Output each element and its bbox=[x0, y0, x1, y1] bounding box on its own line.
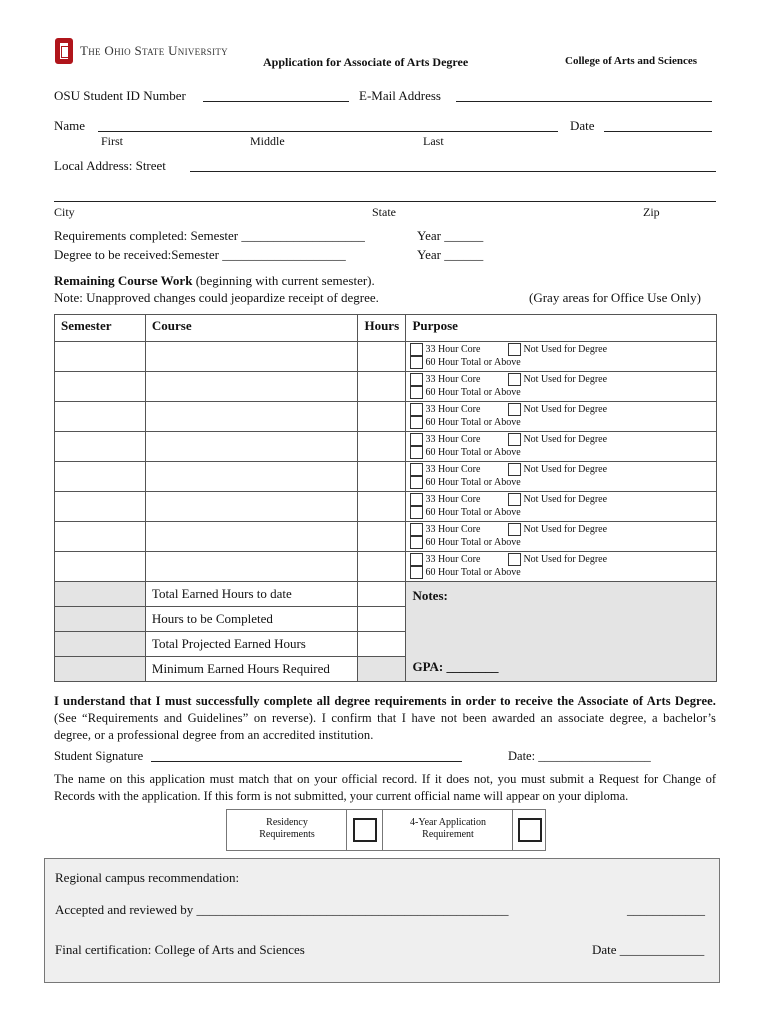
year-received-label: Year ______ bbox=[417, 247, 484, 262]
date-field[interactable] bbox=[604, 131, 712, 132]
summary-gray-cell bbox=[55, 582, 146, 607]
core-checkbox[interactable] bbox=[410, 493, 423, 506]
table-row bbox=[55, 462, 717, 492]
not-used-label: Not Used for Degree bbox=[523, 524, 608, 536]
purpose-cell bbox=[406, 462, 717, 492]
address-line-2-field[interactable] bbox=[54, 201, 716, 202]
summary-gray-cell bbox=[55, 607, 146, 632]
notes-label: Notes: bbox=[412, 588, 448, 603]
summary-hours-cell[interactable] bbox=[358, 632, 406, 657]
sixty-hour-label: 60 Hour Total or Above bbox=[425, 357, 521, 369]
name-match-note: The name on this application must match that on your official record. If it does not, you must submit a Request for Change of Records with the application. If this form is not submitted, your current official name will appear on your diploma. bbox=[54, 772, 716, 803]
core-checkbox[interactable] bbox=[410, 463, 423, 476]
hours-cell[interactable] bbox=[358, 432, 406, 462]
not-used-checkbox[interactable] bbox=[508, 403, 521, 416]
summary-hours-cell[interactable] bbox=[358, 607, 406, 632]
core-checkbox[interactable] bbox=[410, 403, 423, 416]
header-course: Course bbox=[145, 315, 358, 342]
not-used-label: Not Used for Degree bbox=[523, 464, 608, 476]
state-label: State bbox=[372, 205, 396, 219]
final-certification-label: Final certification: College of Arts and Sciences bbox=[55, 942, 305, 957]
sixty-hour-checkbox[interactable] bbox=[410, 386, 423, 399]
not-used-label: Not Used for Degree bbox=[523, 374, 608, 386]
core-label: 33 Hour Core bbox=[425, 404, 481, 415]
not-used-checkbox[interactable] bbox=[508, 343, 521, 356]
course-cell[interactable] bbox=[145, 552, 358, 582]
summary-hours-cell[interactable] bbox=[358, 582, 406, 607]
street-field[interactable] bbox=[190, 171, 716, 172]
degree-received-label: Degree to be received:Semester ___________________ bbox=[54, 247, 346, 262]
semester-cell[interactable] bbox=[55, 522, 146, 552]
sixty-hour-label: 60 Hour Total or Above bbox=[425, 477, 521, 489]
coursework-note: Note: Unapproved changes could jeopardize receipt of degree. bbox=[54, 290, 379, 305]
course-cell[interactable] bbox=[145, 522, 358, 552]
summary-label: Total Earned Hours to date bbox=[145, 582, 358, 607]
sixty-hour-label: 60 Hour Total or Above bbox=[425, 447, 521, 459]
course-cell[interactable] bbox=[145, 372, 358, 402]
local-address-label: Local Address: Street bbox=[54, 158, 166, 173]
table-row bbox=[55, 342, 717, 372]
core-label: 33 Hour Core bbox=[425, 464, 481, 475]
four-year-box bbox=[382, 809, 514, 851]
name-label: Name bbox=[54, 118, 86, 133]
course-cell[interactable] bbox=[145, 492, 358, 522]
hours-cell[interactable] bbox=[358, 402, 406, 432]
accepted-date-field: ____________ bbox=[627, 902, 705, 917]
osu-logo-icon bbox=[55, 38, 73, 64]
course-cell[interactable] bbox=[145, 432, 358, 462]
header-purpose: Purpose bbox=[406, 315, 717, 342]
semester-cell[interactable] bbox=[55, 552, 146, 582]
last-label: Last bbox=[423, 134, 444, 148]
gray-areas-note: (Gray areas for Office Use Only) bbox=[529, 290, 701, 305]
hours-cell[interactable] bbox=[358, 462, 406, 492]
four-year-checkbox-area bbox=[512, 809, 546, 851]
hours-cell[interactable] bbox=[358, 342, 406, 372]
table-row bbox=[55, 432, 717, 462]
summary-label: Total Projected Earned Hours bbox=[145, 632, 358, 657]
year-completed-label: Year ______ bbox=[417, 228, 484, 243]
purpose-cell bbox=[406, 522, 717, 552]
table-row bbox=[55, 522, 717, 552]
not-used-label: Not Used for Degree bbox=[523, 554, 608, 566]
core-label: 33 Hour Core bbox=[425, 524, 481, 535]
not-used-checkbox[interactable] bbox=[508, 373, 521, 386]
course-cell[interactable] bbox=[145, 402, 358, 432]
email-label: E-Mail Address bbox=[359, 88, 441, 103]
core-checkbox[interactable] bbox=[410, 343, 423, 356]
sixty-hour-label: 60 Hour Total or Above bbox=[425, 537, 521, 549]
sixty-hour-checkbox[interactable] bbox=[410, 416, 423, 429]
summary-gray-cell bbox=[55, 632, 146, 657]
regional-recommendation-label: Regional campus recommendation: bbox=[55, 870, 240, 885]
summary-hours-cell bbox=[358, 657, 406, 682]
course-table bbox=[54, 314, 717, 682]
sixty-hour-label: 60 Hour Total or Above bbox=[425, 567, 521, 579]
hours-cell[interactable] bbox=[358, 552, 406, 582]
table-row bbox=[55, 552, 717, 582]
not-used-checkbox[interactable] bbox=[508, 463, 521, 476]
core-label: 33 Hour Core bbox=[425, 554, 481, 565]
purpose-cell bbox=[406, 372, 717, 402]
residency-checkbox-area bbox=[346, 809, 384, 851]
final-date-label: Date _____________ bbox=[592, 942, 705, 957]
sixty-hour-checkbox[interactable] bbox=[410, 446, 423, 459]
office-use-box bbox=[44, 858, 720, 983]
semester-cell[interactable] bbox=[55, 342, 146, 372]
form-title: Application for Associate of Arts Degree bbox=[263, 55, 469, 69]
semester-cell[interactable] bbox=[55, 372, 146, 402]
core-label: 33 Hour Core bbox=[425, 434, 481, 445]
sixty-hour-checkbox[interactable] bbox=[410, 566, 423, 579]
degree-statement: I understand that I must successfully complete all degree requirements in order to receive the Associate of Arts Degree. (See “Requirements and Guidelines” on reverse). I confirm that I have not been awarded an associate degree, a bachelor’s degree, or a professional degree from an accredited institution. bbox=[54, 694, 716, 742]
semester-cell[interactable] bbox=[55, 402, 146, 432]
core-checkbox[interactable] bbox=[410, 553, 423, 566]
course-cell[interactable] bbox=[145, 342, 358, 372]
not-used-checkbox[interactable] bbox=[508, 433, 521, 446]
sixty-hour-label: 60 Hour Total or Above bbox=[425, 387, 521, 399]
email-field[interactable] bbox=[456, 101, 712, 102]
coursework-heading: Remaining Course Work (beginning with current semester). bbox=[54, 273, 375, 288]
course-cell[interactable] bbox=[145, 462, 358, 492]
not-used-checkbox[interactable] bbox=[508, 553, 521, 566]
core-label: 33 Hour Core bbox=[425, 344, 481, 355]
header-semester: Semester bbox=[55, 315, 146, 342]
table-row bbox=[55, 492, 717, 522]
sixty-hour-checkbox[interactable] bbox=[410, 356, 423, 369]
middle-label: Middle bbox=[250, 134, 285, 148]
summary-gray-cell bbox=[55, 657, 146, 682]
student-id-field[interactable] bbox=[203, 101, 349, 102]
hours-cell[interactable] bbox=[358, 492, 406, 522]
accepted-reviewed-label: Accepted and reviewed by ________________________________________________ bbox=[55, 902, 509, 917]
table-header-row bbox=[55, 315, 717, 342]
core-label: 33 Hour Core bbox=[425, 494, 481, 505]
sixty-hour-checkbox[interactable] bbox=[410, 506, 423, 519]
residency-box bbox=[226, 809, 348, 851]
core-label: 33 Hour Core bbox=[425, 374, 481, 385]
four-year-label: 4-Year Application Requirement bbox=[410, 817, 486, 840]
sixty-hour-label: 60 Hour Total or Above bbox=[425, 507, 521, 519]
summary-label: Hours to be Completed bbox=[145, 607, 358, 632]
not-used-label: Not Used for Degree bbox=[523, 404, 608, 416]
student-id-label: OSU Student ID Number bbox=[54, 88, 186, 103]
purpose-cell bbox=[406, 432, 717, 462]
zip-label: Zip bbox=[643, 205, 660, 219]
core-checkbox[interactable] bbox=[410, 523, 423, 536]
core-checkbox[interactable] bbox=[410, 373, 423, 386]
sixty-hour-checkbox[interactable] bbox=[410, 476, 423, 489]
semester-cell[interactable] bbox=[55, 432, 146, 462]
not-used-checkbox[interactable] bbox=[508, 493, 521, 506]
four-year-checkbox[interactable] bbox=[518, 818, 542, 842]
semester-cell[interactable] bbox=[55, 492, 146, 522]
purpose-cell bbox=[406, 492, 717, 522]
city-label: City bbox=[54, 205, 75, 219]
not-used-label: Not Used for Degree bbox=[523, 434, 608, 446]
sixty-hour-label: 60 Hour Total or Above bbox=[425, 417, 521, 429]
first-label: First bbox=[101, 134, 124, 148]
notes-area bbox=[406, 582, 717, 682]
college-name: College of Arts and Sciences bbox=[565, 55, 697, 67]
gpa-label: GPA: ________ bbox=[412, 659, 499, 674]
table-row bbox=[55, 372, 717, 402]
purpose-cell bbox=[406, 342, 717, 372]
not-used-label: Not Used for Degree bbox=[523, 494, 608, 506]
residency-label: Residency Requirements bbox=[259, 817, 315, 840]
signature-label: Student Signature bbox=[54, 749, 144, 763]
name-field[interactable] bbox=[98, 131, 558, 132]
not-used-label: Not Used for Degree bbox=[523, 344, 608, 356]
not-used-checkbox[interactable] bbox=[508, 523, 521, 536]
summary-label: Minimum Earned Hours Required bbox=[145, 657, 358, 682]
hours-cell[interactable] bbox=[358, 522, 406, 552]
core-checkbox[interactable] bbox=[410, 433, 423, 446]
signature-field[interactable] bbox=[151, 761, 462, 762]
sixty-hour-checkbox[interactable] bbox=[410, 536, 423, 549]
purpose-cell bbox=[406, 552, 717, 582]
table-row bbox=[55, 402, 717, 432]
purpose-cell bbox=[406, 402, 717, 432]
hours-cell[interactable] bbox=[358, 372, 406, 402]
university-name: The Ohio State University bbox=[80, 43, 228, 58]
residency-checkbox[interactable] bbox=[353, 818, 377, 842]
header-hours: Hours bbox=[358, 315, 406, 342]
signature-date-label: Date: __________________ bbox=[508, 749, 651, 763]
requirements-completed-label: Requirements completed: Semester ___________________ bbox=[54, 228, 365, 243]
date-label: Date bbox=[570, 118, 595, 133]
semester-cell[interactable] bbox=[55, 462, 146, 492]
